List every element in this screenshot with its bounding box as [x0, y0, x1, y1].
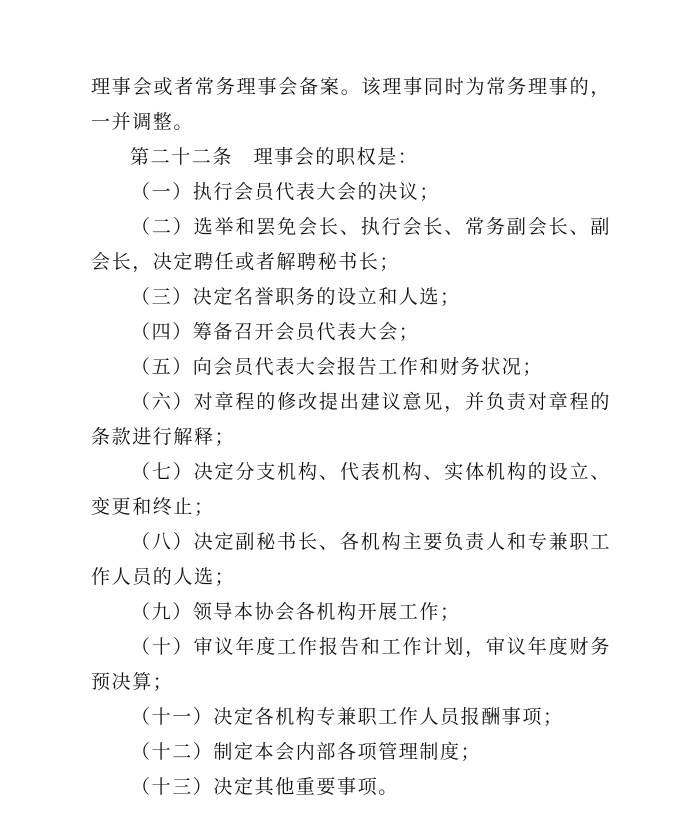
list-item-9: （九）领导本协会各机构开展工作； [131, 601, 461, 623]
list-item-5: （五）向会员代表大会报告工作和财务状况； [131, 356, 544, 378]
list-item-6: （六）对章程的修改提出建议意见，并负责对章程的条款进行解释； [91, 391, 611, 448]
list-item-11: （十一）决定各机构专兼职工作人员报酬事项； [131, 706, 564, 728]
list-item-2: （二）选举和罢免会长、执行会长、常务副会长、副会长，决定聘任或者解聘秘书长； [91, 216, 611, 273]
list-item-13: （十三）决定其他重要事项。 [131, 776, 399, 798]
list-item-1: （一）执行会员代表大会的决议； [131, 181, 441, 203]
paragraph-continuation: 理事会或者常务理事会备案。该理事同时为常务理事的，一并调整。 [91, 76, 611, 133]
list-item-7: （七）决定分支机构、代表机构、实体机构的设立、变更和终止； [91, 461, 611, 518]
list-item-4: （四）筹备召开会员代表大会； [131, 321, 420, 343]
list-item-10: （十）审议年度工作报告和工作计划，审议年度财务预决算； [91, 636, 611, 693]
list-item-12: （十二）制定本会内部各项管理制度； [131, 741, 482, 763]
list-item-8: （八）决定副秘书长、各机构主要负责人和专兼职工作人员的人选； [91, 531, 611, 588]
list-item-3: （三）决定名誉职务的设立和人选； [131, 286, 461, 308]
article-heading: 第二十二条 理事会的职权是： [130, 146, 419, 168]
document-page [91, 70, 611, 805]
